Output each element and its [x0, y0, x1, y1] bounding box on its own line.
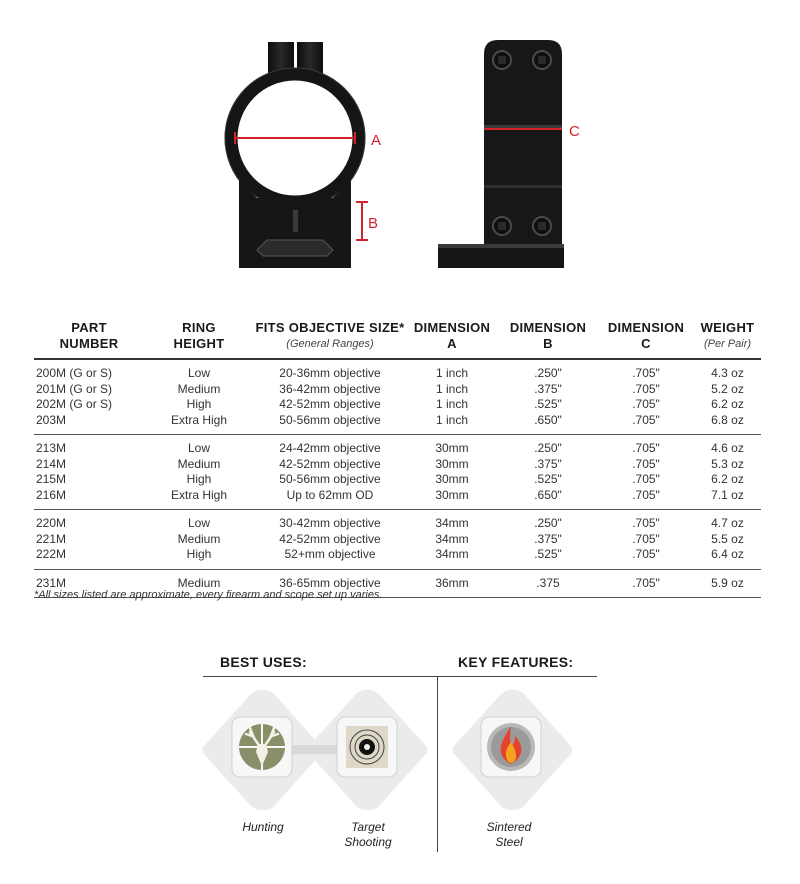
table-row: 214M Medium 42-52mm objective 30mm .375" .705" 5.3 oz: [36, 456, 744, 471]
ring-front-view-diagram: [205, 30, 405, 280]
specs-table: [34, 318, 761, 598]
header-objective-size: FITS OBJECTIVE SIZE* (General Ranges): [255, 320, 405, 350]
key-feature-label-sintered-steel: Sintered Steel: [486, 820, 532, 849]
table-row: 221M Medium 42-52mm objective 34mm .375" .705" 5.5 oz: [36, 531, 744, 546]
table-row: 213M Low 24-42mm objective 30mm .250" .705" 4.6 oz: [36, 441, 744, 455]
table-row: 222M High 52+mm objective 34mm .525" .705" 6.4 oz: [34, 547, 761, 569]
dimension-b-marker: [356, 202, 368, 240]
table-row: 200M (G or S) Low 20-36mm objective 1 inch .250" .705" 4.3 oz: [36, 366, 744, 380]
section-rule: [203, 676, 597, 677]
dimension-a-label: A: [371, 132, 382, 149]
footnote: *All sizes listed are approximate, every firearm and scope set up varies.: [34, 589, 383, 601]
header-dimension-a: DIMENSION A: [413, 320, 491, 351]
ring-side-body: [484, 40, 562, 268]
target-icon: [337, 717, 397, 777]
best-use-label-hunting: Hunting: [242, 820, 284, 834]
best-uses-title: BEST USES:: [220, 654, 308, 670]
table-row: 231M Medium 36-65mm objective 36mm .375 .705" 5.9 oz: [34, 569, 761, 598]
dimension-a-marker: [235, 132, 355, 144]
header-dimension-b: DIMENSION B: [509, 320, 587, 351]
dimension-c-label: C: [569, 123, 580, 140]
header-weight: WEIGHT (Per Pair): [700, 320, 755, 350]
key-features-badges: [445, 690, 580, 810]
base-screw-left: [493, 217, 511, 235]
base-screw-right: [533, 217, 551, 235]
best-uses-badges: [200, 690, 440, 810]
header-ring-height: RING HEIGHT: [173, 320, 225, 351]
table-row: 203M Extra High 50-56mm objective 1 inch .650" .705" 6.8 oz: [34, 413, 761, 435]
ring-side-view-diagram: [430, 30, 590, 280]
flame-icon: [481, 717, 541, 777]
dimension-b-label: B: [368, 215, 379, 232]
top-screw-right: [533, 51, 551, 69]
table-row: 202M (G or S) High 42-52mm objective 1 inch .525" .705" 6.2 oz: [36, 397, 744, 411]
table-row: 220M Low 30-42mm objective 34mm .250" .705" 4.7 oz: [36, 516, 744, 530]
best-use-label-target-shooting: Target Shooting: [344, 820, 392, 849]
table-row: 215M High 50-56mm objective 30mm .525" .705" 6.2 oz: [36, 472, 744, 486]
table-header-row: [34, 318, 761, 359]
recoil-lug: [257, 240, 333, 256]
header-part-number: PART NUMBER: [59, 320, 119, 351]
key-features-title: KEY FEATURES:: [458, 654, 574, 670]
deer-crosshair-icon: [232, 717, 292, 777]
header-dimension-c: DIMENSION C: [607, 320, 685, 351]
table-row: 201M (G or S) Medium 36-42mm objective 1 inch .375" .705" 5.2 oz: [36, 381, 744, 396]
table-row: 216M Extra High Up to 62mm OD 30mm .650" .705" 7.1 oz: [34, 488, 761, 510]
top-screw-left: [493, 51, 511, 69]
